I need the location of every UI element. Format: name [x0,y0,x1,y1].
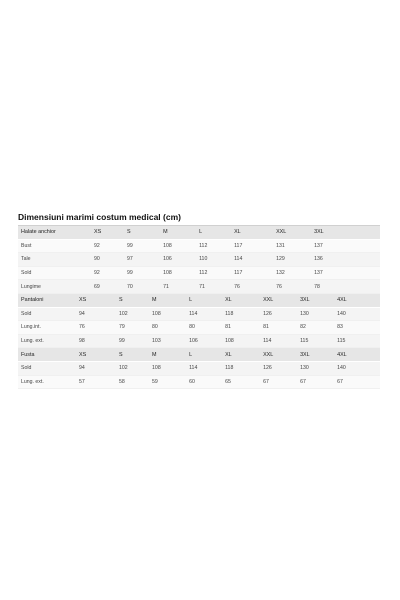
measure-value: 94 [76,307,116,321]
size-header: L [186,293,222,307]
measure-value: 57 [76,375,116,389]
size-header: XS [76,293,116,307]
measure-value: 78 [311,280,380,294]
table-row [18,321,380,335]
size-header: 3XL [297,348,334,362]
size-header: XL [222,348,260,362]
measure-value: 108 [149,307,186,321]
size-header: XL [231,226,273,240]
measure-label: Lung. ext. [18,375,76,389]
measure-label: Lungime [18,280,91,294]
measure-value: 102 [116,307,149,321]
measure-value: 76 [76,321,116,335]
size-header: 4XL [334,348,380,362]
size-header: S [116,348,149,362]
size-header: 4XL [334,293,380,307]
measure-value: 80 [186,321,222,335]
measure-value: 99 [116,334,149,348]
size-header: L [186,348,222,362]
measure-value: 137 [311,266,380,280]
size-header: XXL [273,226,311,240]
size-header: XS [91,226,124,240]
measure-value: 60 [186,375,222,389]
measure-value: 136 [311,253,380,267]
measure-value: 106 [160,253,196,267]
measure-value: 99 [124,266,160,280]
measure-value: 112 [196,266,231,280]
measure-value: 108 [160,239,196,253]
measure-value: 92 [91,239,124,253]
measure-value: 115 [297,334,334,348]
measure-value: 110 [196,253,231,267]
section-name: Fusta [18,348,76,362]
measure-value: 65 [222,375,260,389]
measure-value: 94 [76,361,116,375]
size-header: S [124,226,160,240]
section-name: Pantaloni [18,293,76,307]
measure-value: 108 [222,334,260,348]
measure-value: 83 [334,321,380,335]
measure-value: 140 [334,307,380,321]
measure-value: 114 [260,334,297,348]
measure-value: 130 [297,361,334,375]
measure-value: 58 [116,375,149,389]
section-header-row [18,293,380,307]
size-header: XS [76,348,116,362]
measure-value: 81 [222,321,260,335]
table-row [18,361,380,375]
measure-value: 132 [273,266,311,280]
measure-value: 98 [76,334,116,348]
measure-label: Sold [18,361,76,375]
measure-value: 67 [334,375,380,389]
size-chart-table [18,225,380,389]
measure-value: 115 [334,334,380,348]
measure-value: 67 [297,375,334,389]
size-header: XL [222,293,260,307]
measure-value: 108 [149,361,186,375]
size-header: M [149,348,186,362]
measure-value: 117 [231,239,273,253]
measure-value: 76 [273,280,311,294]
measure-value: 90 [91,253,124,267]
measure-label: Lung. ext. [18,334,76,348]
measure-value: 71 [196,280,231,294]
measure-value: 129 [273,253,311,267]
measure-label: Lung.int. [18,321,76,335]
table-row [18,280,380,294]
measure-value: 126 [260,307,297,321]
measure-value: 92 [91,266,124,280]
measure-value: 137 [311,239,380,253]
section-name: Halate anchior [18,226,91,240]
measure-value: 140 [334,361,380,375]
measure-value: 126 [260,361,297,375]
measure-value: 81 [260,321,297,335]
size-header: 3XL [297,293,334,307]
table-row [18,375,380,389]
size-header: M [160,226,196,240]
page-title: Dimensiuni marimi costum medical (cm) [18,212,181,222]
measure-value: 67 [260,375,297,389]
measure-label: Bust [18,239,91,253]
section-header-row [18,348,380,362]
size-header: M [149,293,186,307]
measure-value: 99 [124,239,160,253]
size-header: XXL [260,293,297,307]
measure-value: 108 [160,266,196,280]
measure-value: 97 [124,253,160,267]
table-row [18,307,380,321]
measure-value: 102 [116,361,149,375]
measure-value: 118 [222,361,260,375]
measure-value: 131 [273,239,311,253]
measure-value: 76 [231,280,273,294]
size-header: 3XL [311,226,380,240]
table-row [18,266,380,280]
measure-value: 70 [124,280,160,294]
measure-label: Tale [18,253,91,267]
table-row [18,334,380,348]
measure-value: 69 [91,280,124,294]
measure-value: 80 [149,321,186,335]
measure-value: 103 [149,334,186,348]
table-row [18,239,380,253]
measure-label: Sold [18,266,91,280]
measure-value: 79 [116,321,149,335]
measure-value: 114 [231,253,273,267]
measure-value: 106 [186,334,222,348]
measure-value: 118 [222,307,260,321]
table-row [18,253,380,267]
measure-value: 112 [196,239,231,253]
measure-value: 82 [297,321,334,335]
measure-value: 130 [297,307,334,321]
measure-value: 114 [186,361,222,375]
measure-value: 117 [231,266,273,280]
size-header: S [116,293,149,307]
measure-value: 71 [160,280,196,294]
size-header: L [196,226,231,240]
measure-value: 114 [186,307,222,321]
size-header: XXL [260,348,297,362]
measure-label: Sold [18,307,76,321]
measure-value: 59 [149,375,186,389]
section-header-row [18,226,380,240]
